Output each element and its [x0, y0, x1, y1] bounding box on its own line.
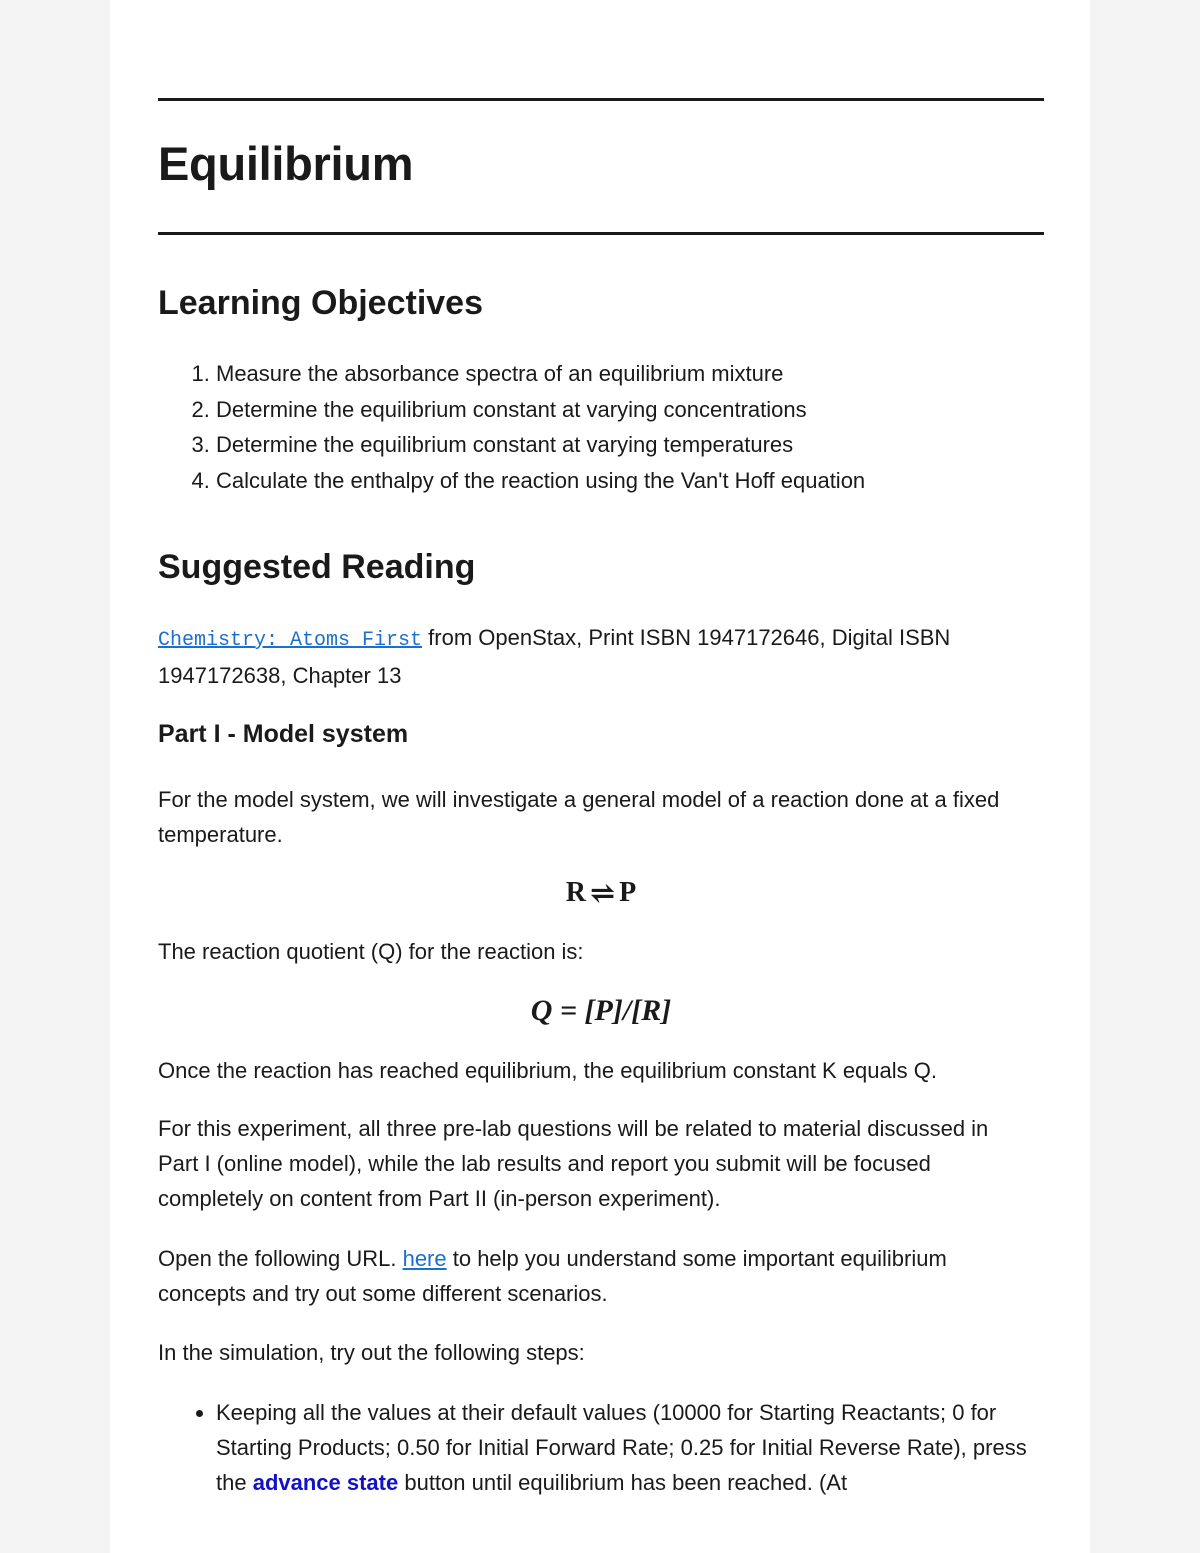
- part1-heading: Part I - Model system: [158, 720, 409, 748]
- reading-paragraph: [158, 620, 1028, 693]
- experiment-note: For this experiment, all three pre-lab questions will be related to material discussed in Part I (online model), while the lab results and report you submit will be focused completely on content from Part II (in-person experiment).: [158, 1116, 989, 1211]
- equilibrium-arrows-icon: ⇌: [589, 877, 616, 910]
- simulation-link[interactable]: here: [402, 1246, 447, 1271]
- url-text-before: Open the following URL.: [158, 1246, 403, 1271]
- url-paragraph: [158, 1241, 1028, 1311]
- list-item: 4. Calculate the enthalpy of the reaction using the Van't Hoff equation: [216, 463, 865, 499]
- equilibrium-note: Once the reaction has reached equilibrium, the equilibrium constant K equals Q.: [158, 1058, 937, 1083]
- quotient-equation: Q = [P]/[R]: [530, 994, 672, 1027]
- step-text-before: Keeping all the values at their default values (10000 for Starting Reactants; 0 for Starting Products; 0.50 for Initial Forward Rate; 0.25 for Initial Reverse Rate), press the: [216, 1400, 1027, 1495]
- objectives-heading: Learning Objectives: [158, 284, 483, 322]
- step-text-after: button until equilibrium has been reached. (At: [398, 1470, 848, 1495]
- objectives-list: [158, 356, 865, 498]
- list-item: 1. Measure the absorbance spectra of an equilibrium mixture: [216, 356, 865, 392]
- reading-text: from OpenStax, Print ISBN 1947172646, Digital ISBN 1947172638, Chapter 13: [158, 625, 951, 688]
- title-divider: [158, 232, 1044, 235]
- top-divider: [158, 98, 1044, 101]
- list-item: 3. Determine the equilibrium constant at varying temperatures: [216, 427, 865, 463]
- part1-intro: For the model system, we will investigate a general model of a reaction done at a fixed temperature.: [158, 787, 1000, 847]
- reaction-equation: [158, 876, 1044, 911]
- list-item: [216, 1395, 1028, 1500]
- reactant-symbol: R: [565, 877, 586, 908]
- quotient-intro: The reaction quotient (Q) for the reaction is:: [158, 939, 584, 964]
- steps-list: [158, 1395, 1028, 1500]
- advance-state-label: advance state: [252, 1470, 399, 1495]
- product-symbol: P: [619, 877, 637, 908]
- page-title: Equilibrium: [158, 137, 414, 190]
- reading-heading: Suggested Reading: [158, 548, 476, 586]
- textbook-link[interactable]: Chemistry: Atoms First: [158, 629, 423, 652]
- document-page: [110, 0, 1090, 1553]
- list-item: 2. Determine the equilibrium constant at varying concentrations: [216, 392, 865, 428]
- url-text-after: to help you understand some important equilibrium concepts and try out some different scenarios.: [158, 1246, 947, 1306]
- steps-intro: In the simulation, try out the following steps:: [158, 1340, 585, 1365]
